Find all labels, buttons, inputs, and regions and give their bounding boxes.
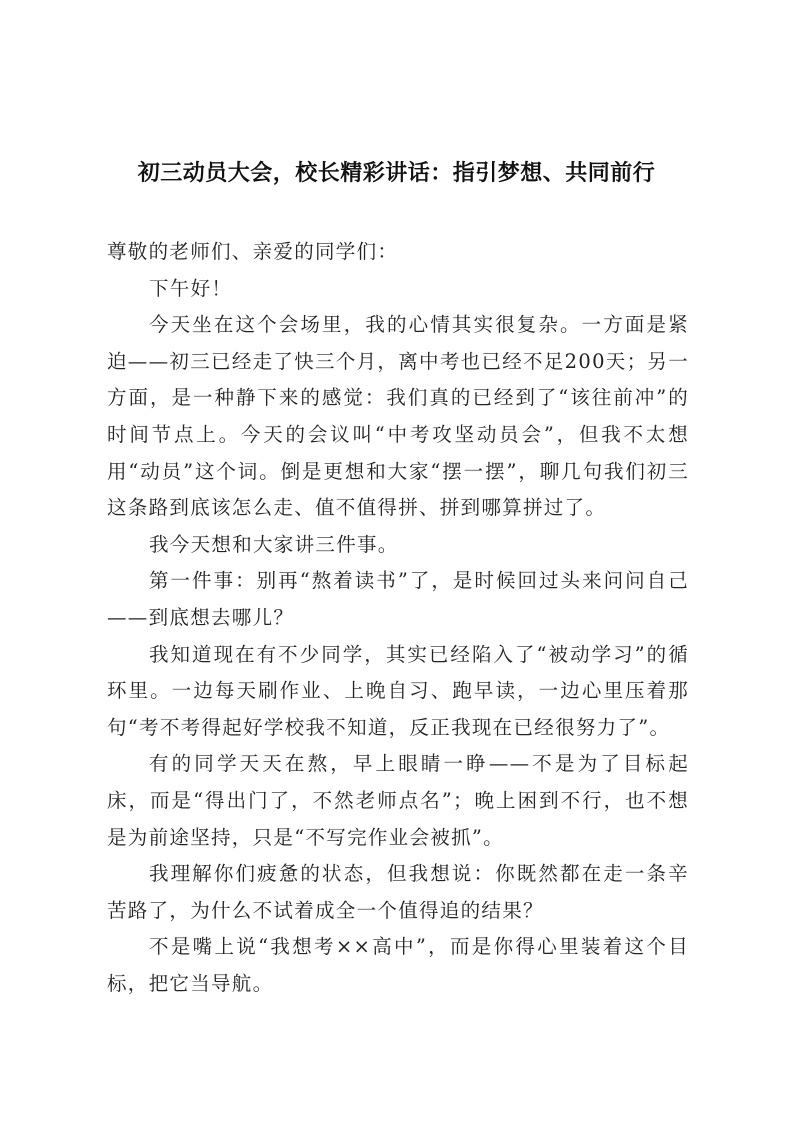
paragraph: 我今天想和大家讲三件事。 [149, 532, 399, 556]
paragraph: 今天坐在这个会场里，我的心情其实很复杂。一方面是紧迫——初三已经走了快三个月，离中考也已经不足200天；另一方面，是一种静下来的感觉：我们真的已经到了“该往前冲”的时间节点上。今天的会议叫“中考攻坚动员会”，但我不太想用“动员”这个词。倒是更想和大家“摆一摆”，聊几句我们初三这条路到底该怎么走、值不值得拼、拼到哪算拼过了。 [107, 313, 689, 520]
salutation: 尊敬的老师们、亲爱的同学们： [107, 240, 399, 263]
paragraph: 不是嘴上说“我想考××高中”，而是你得心里装着这个目标，把它当导航。 [107, 935, 689, 995]
document-title: 初三动员大会，校长精彩讲话：指引梦想、共同前行 [137, 161, 656, 186]
paragraph: 我理解你们疲惫的状态，但我想说：你既然都在走一条辛苦路了，为什么不试着成全一个值得追的结果？ [107, 862, 689, 922]
paragraph: 我知道现在有不少同学，其实已经陷入了“被动学习”的循环里。一边每天刷作业、上晚自习、跑早读，一边心里压着那句“考不考得起好学校我不知道，反正我现在已经很努力了”。 [107, 642, 689, 739]
paragraph: 第一件事：别再“熬着读书”了，是时候回过头来问问自己——到底想去哪儿？ [107, 569, 689, 629]
greeting: 下午好！ [149, 276, 233, 300]
document-body [107, 234, 689, 1002]
paragraph: 有的同学天天在熬，早上眼睛一睁——不是为了目标起床，而是“得出门了，不然老师点名”；晚上困到不行，也不想是为前途坚持，只是“不写完作业会被抓”。 [107, 752, 689, 849]
